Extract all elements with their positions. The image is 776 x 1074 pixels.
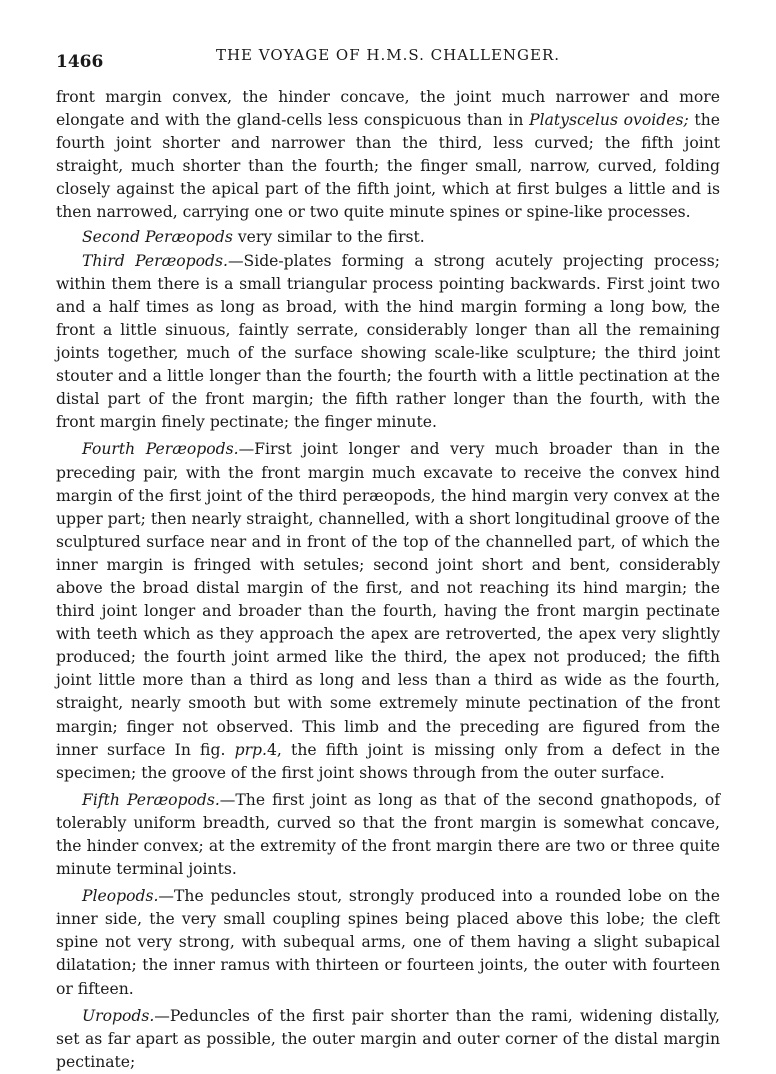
- section-heading: Third Peræopods.: [82, 251, 228, 270]
- section-heading: Uropods.: [82, 1006, 155, 1025]
- paragraph-text: —Peduncles of the first pair shorter than the rami, widening distally, set as far apart as possible, the outer margin and outer corner of the distal margin pectinate;: [56, 1006, 720, 1071]
- figure-reference: prp.: [234, 740, 267, 759]
- species-name: Platyscelus ovoides;: [529, 111, 689, 130]
- paragraph-text-rest: 4, the fifth joint is missing only from a defect in the specimen; the groove of the first joint shows through from the outer surface.: [56, 740, 720, 782]
- paragraph-text-rest: the fourth joint shorter and narrower than the third, less curved; the fifth joint straight, much shorter than the fourth; the finger small, narrow, curved, folding closely against the apical part of the fifth joint, which at first bulges a little and is then narrowed, carrying one or two quite minute spines or spine-like processes.: [56, 111, 720, 222]
- paragraph-text: —First joint longer and very much broader than in the preceding pair, with the front margin much excavate to receive the convex hind margin of the first joint of the third peræopods, the hind margin very convex at the upper part; then nearly straight, channelled, with a short longitudinal groove of the sculptured surface near and in front of the top of the channelled part, of which the inner margin is fringed with setules; second joint short and bent, considerably above the broad distal margin of the first, and not reaching its hind margin; the third joint longer and broader than the fourth, having the front margin pectinate with teeth which as they approach the apex are retroverted, the apex very slightly produced; the fourth joint armed like the third, the apex not produced; the fifth joint little more than a third as long and less than a third as wide as the fourth, straight, nearly smooth but with some extremely minute pectination of the front margin; finger not observed. This limb and the preceding are figured from the inner surface In fig.: [56, 440, 721, 759]
- paragraph-text: front margin convex, the hinder concave, the joint much narrower and more elongate and with the gland-cells less conspicuous than in: [56, 88, 720, 130]
- paragraph-text: —The first joint as long as that of the second gnathopods, of tolerably uniform breadth, curved so that the front margin is somewhat concave, the hinder convex; at the extremity of the front margin there are two or three quite minute terminal joints.: [56, 790, 720, 879]
- body-text: [56, 86, 720, 1074]
- paragraph-third-peraeopods: [56, 250, 720, 435]
- paragraph-text: —Side-plates forming a strong acutely projecting process; within them there is a small triangular process pointing backwards. First joint two and a half times as long as broad, with the hind margin forming a long bow, the front a little sinuous, faintly serrate, considerably longer than all the remaining joints together, much of the surface showing scale-like sculpture; the third joint stouter and a little longer than the fourth; the fourth with a little pectination at the distal part of the front margin; the fifth rather longer than the fourth, with the front margin finely pectinate; the finger minute.: [56, 251, 721, 432]
- paragraph-continuation: [56, 86, 720, 225]
- paragraph-text: very similar to the first.: [232, 227, 425, 246]
- paragraph-fifth-peraeopods: [56, 789, 720, 881]
- section-heading: Pleopods.: [82, 887, 159, 906]
- section-heading: Second Peræopods: [82, 227, 233, 246]
- section-heading: Fifth Peræopods.: [82, 790, 220, 809]
- running-title: THE VOYAGE OF H.M.S. CHALLENGER.: [215, 46, 561, 64]
- paragraph-uropods: [56, 1005, 720, 1074]
- paragraph-second-peraeopods: [56, 226, 720, 249]
- paragraph-fourth-peraeopods: [56, 438, 720, 784]
- running-header: [56, 44, 720, 74]
- section-heading: Fourth Peræopods.: [82, 440, 239, 459]
- page-number: 1466: [56, 52, 104, 72]
- paragraph-pleopods: [56, 885, 720, 1000]
- paragraph-text: —The peduncles stout, strongly produced into a rounded lobe on the inner side, the very small coupling spines being placed above this lobe; the cleft spine not very strong, with subequal arms, one of them having a slight subapical dilatation; the inner ramus with thirteen or fourteen joints, the outer with fourteen or fifteen.: [56, 887, 720, 998]
